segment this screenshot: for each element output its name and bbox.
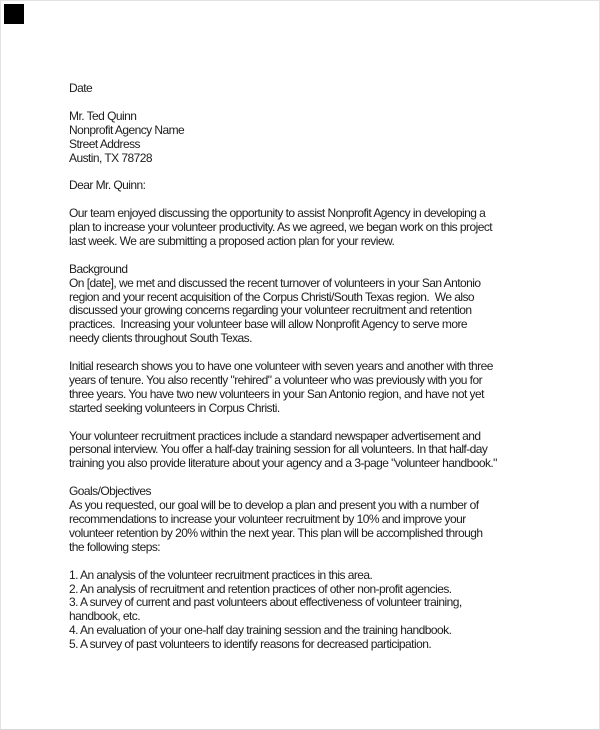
section-background xyxy=(69,263,569,346)
text-line: 1. An analysis of the volunteer recruitment practices in this area. xyxy=(69,567,373,582)
section-goals-objectives xyxy=(69,485,569,555)
letter-body xyxy=(69,82,569,652)
text-line: plan to increase your volunteer productivity. As we agreed, we began work on this project xyxy=(69,220,493,235)
text-line: 2. An analysis of recruitment and retention practices of other non-profit agencies. xyxy=(69,581,452,596)
salutation xyxy=(69,179,569,193)
text-line: As you requested, our goal will be to develop a plan and present you with a number of xyxy=(69,498,479,513)
paragraph-initial-research xyxy=(69,360,569,416)
text-line: handbook, etc. xyxy=(69,609,141,624)
text-line: Mr. Ted Quinn xyxy=(69,108,137,123)
text-line: 4. An evaluation of your one-half day training session and the training handbook. xyxy=(69,623,452,638)
paragraph-intro xyxy=(69,207,569,249)
date-line xyxy=(69,82,569,96)
text-line: Nonprofit Agency Name xyxy=(69,122,185,137)
text-line: Dear Mr. Quinn: xyxy=(69,178,146,193)
corner-mark xyxy=(4,4,24,24)
text-line: personal interview. You offer a half-day training session for all volunteers. In that half-day xyxy=(69,442,488,457)
list-steps xyxy=(69,569,569,652)
text-line: Street Address xyxy=(69,136,141,151)
text-line: Your volunteer recruitment practices include a standard newspaper advertisement and xyxy=(69,428,481,443)
text-line: 3. A survey of current and past volunteers about effectiveness of volunteer training, xyxy=(69,595,462,610)
text-line: training you also provide literature about your agency and a 3-page "volunteer handbook." xyxy=(69,456,497,471)
text-line: Date xyxy=(69,81,93,95)
text-line: Our team enjoyed discussing the opportunity to assist Nonprofit Agency in developing a xyxy=(69,206,486,221)
recipient-address xyxy=(69,110,569,166)
text-line: Background xyxy=(69,261,128,276)
text-line: started seeking volunteers in Corpus Christi. xyxy=(69,400,280,415)
text-line: volunteer retention by 20% within the next year. This plan will be accomplished through xyxy=(69,525,483,540)
text-line: recommendations to increase your volunteer recruitment by 10% and improve your xyxy=(69,511,466,526)
text-line: last week. We are submitting a proposed action plan for your review. xyxy=(69,233,395,248)
paragraph-recruitment-practices xyxy=(69,430,569,472)
text-line: years of tenure. You also recently "rehired" a volunteer who was previously with you for xyxy=(69,372,483,387)
text-line: On [date], we met and discussed the recent turnover of volunteers in your San Antonio xyxy=(69,275,481,290)
text-line: discussed your growing concerns regarding your volunteer recruitment and retention xyxy=(69,303,472,318)
text-line: 5. A survey of past volunteers to identify reasons for decreased participation. xyxy=(69,637,432,652)
text-line: Initial research shows you to have one volunteer with seven years and another with three xyxy=(69,359,493,374)
text-line: Goals/Objectives xyxy=(69,484,151,499)
text-line: practices. Increasing your volunteer base will allow Nonprofit Agency to serve more xyxy=(69,317,468,332)
text-line: region and your recent acquisition of the Corpus Christi/South Texas region. We also xyxy=(69,289,475,304)
text-line: three years. You have two new volunteers in your San Antonio region, and have not yet xyxy=(69,386,484,401)
text-line: the following steps: xyxy=(69,539,161,554)
text-line: needy clients throughout South Texas. xyxy=(69,331,252,346)
text-line: Austin, TX 78728 xyxy=(69,150,153,165)
